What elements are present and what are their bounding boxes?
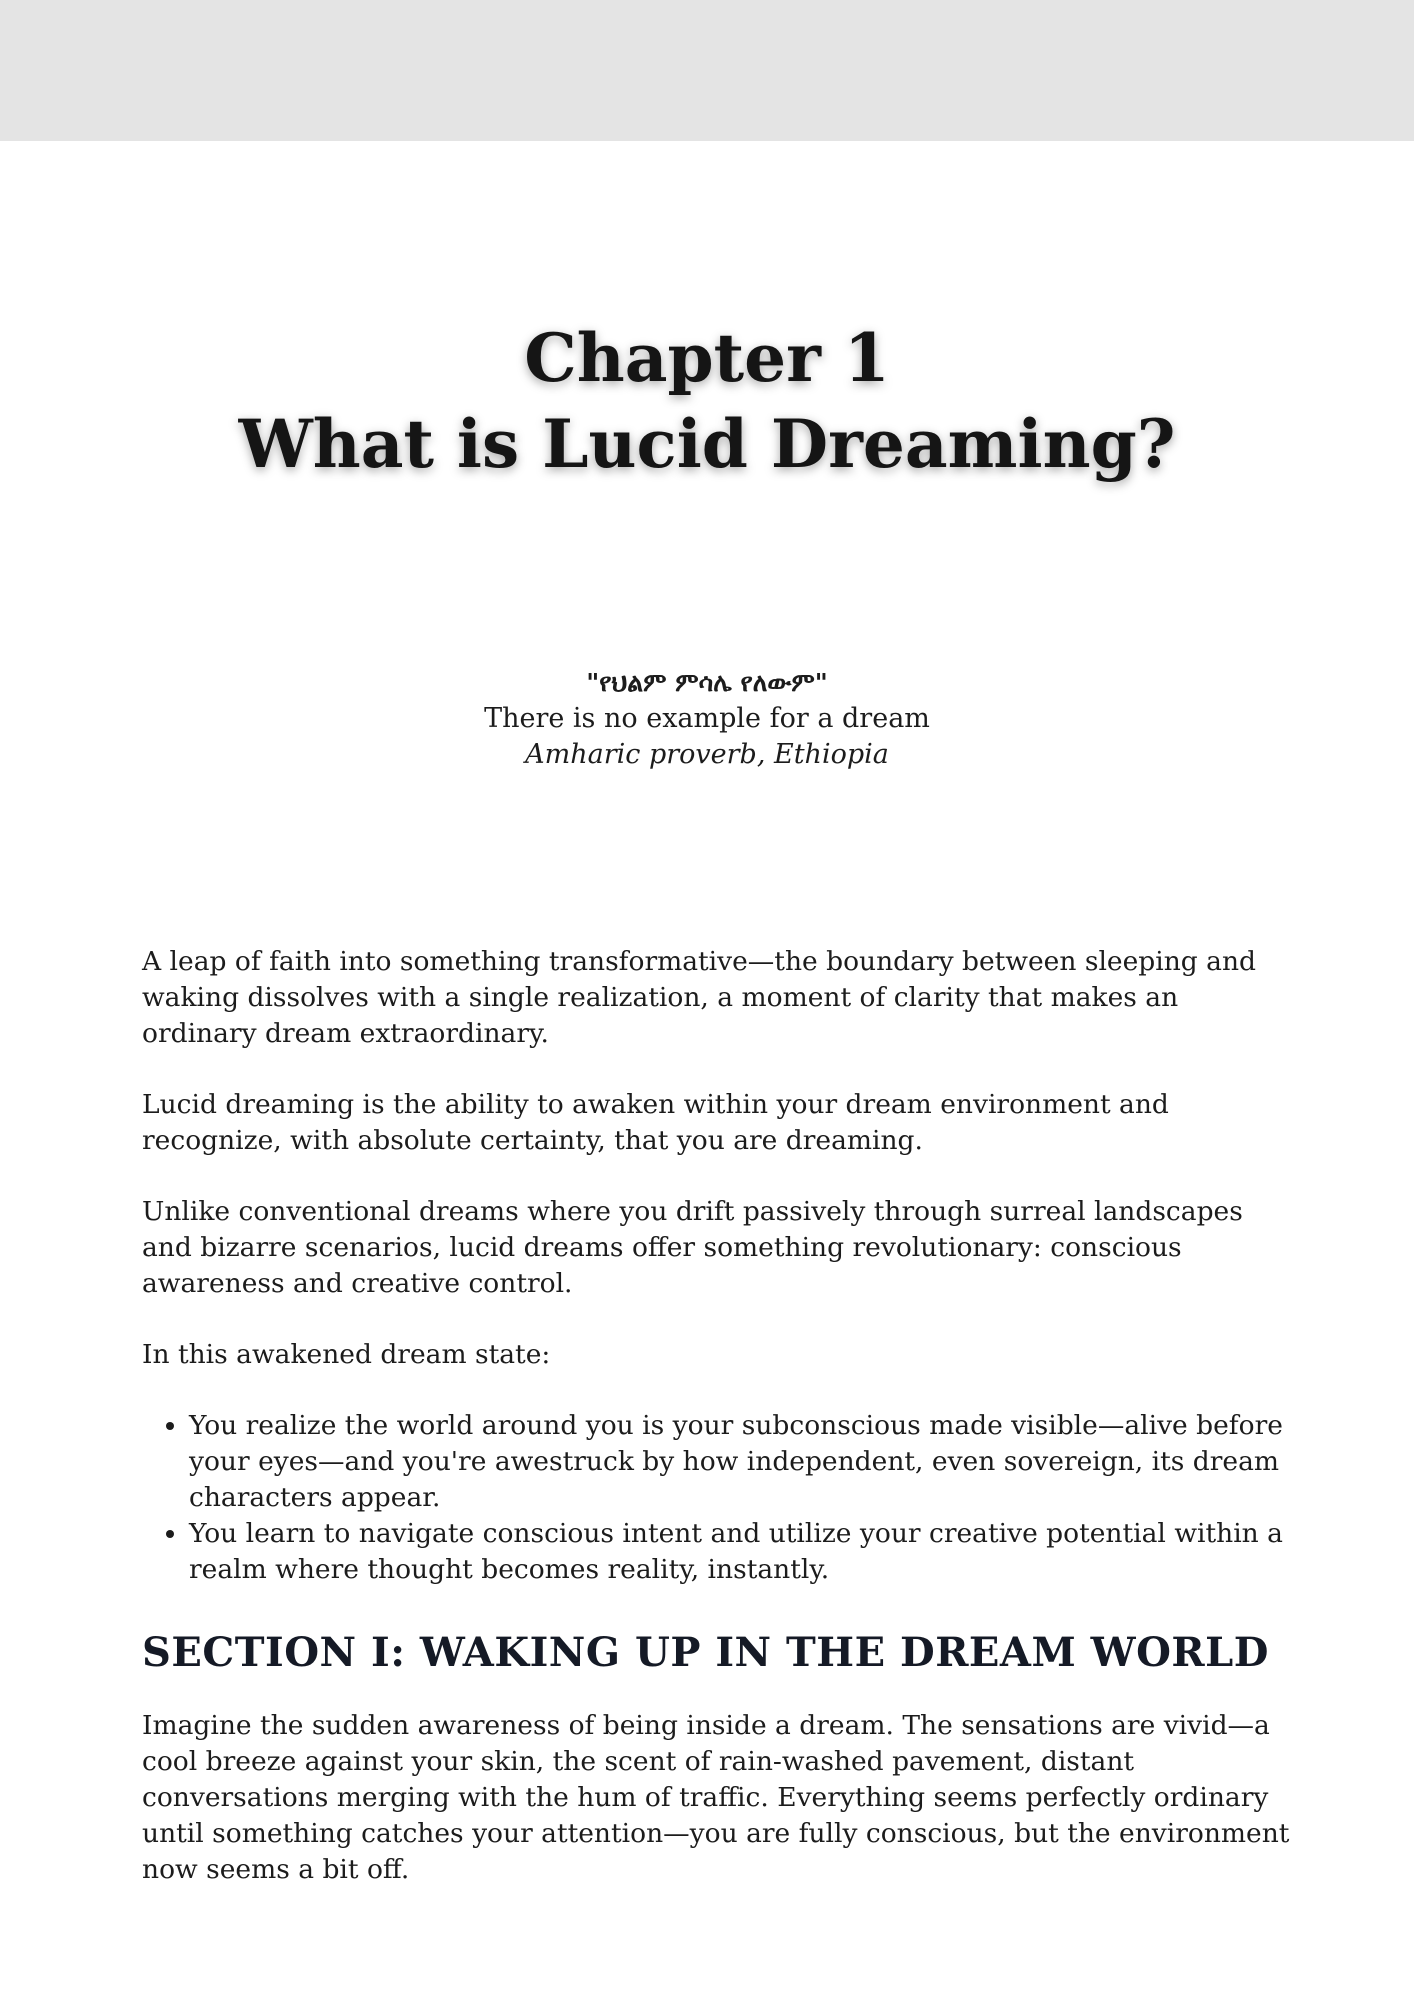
list-item: • You learn to navigate conscious intent and utilize your creative potential within a realm where thought becomes reality, instantly. [189,1516,1292,1588]
epigraph-translation: There is no example for a dream [484,703,930,734]
body-paragraph: Lucid dreaming is the ability to awaken within your dream environment and recognize, with absolute certainty, that you are dreaming. [142,1089,1169,1156]
body-paragraph: In this awakened dream state: [142,1339,551,1370]
list-item: • You realize the world around you is your subconscious made visible—alive before your eyes—and you're awestruck by how independent, even sovereign, its dream characters appear. [189,1408,1292,1516]
page-header-band [0,0,1414,141]
chapter-number: Chapter 1 [524,319,890,397]
chapter-title [0,315,1414,487]
chapter-heading: What is Lucid Dreaming? [238,405,1176,483]
body-paragraph: Unlike conventional dreams where you drift passively through surreal landscapes and bizarre scenarios, lucid dreams offer something revolutionary: conscious awareness and creative control. [142,1196,1243,1299]
body-paragraph: A leap of faith into something transformative—the boundary between sleeping and waking dissolves with a single realization, a moment of clarity that makes an ordinary dream extraordinary. [142,946,1257,1049]
epigraph [0,665,1414,773]
epigraph-amharic: "የህልም ምሳሌ የለውም" [586,668,828,697]
section-paragraph: Imagine the sudden awareness of being inside a dream. The sensations are vivid—a cool breeze against your skin, the scent of rain-washed pavement, distant conversations merging with the hum of traffic. Everything seems perfectly ordinary until something catches your attention—you are fully conscious, but the environment now seems a bit off. [142,1710,1290,1885]
section-heading: SECTION I: WAKING UP IN THE DREAM WORLD [142,1629,1269,1676]
chapter-body [142,944,1292,1923]
epigraph-attribution: Amharic proverb, Ethiopia [525,739,889,770]
bullet-list [142,1408,1292,1588]
